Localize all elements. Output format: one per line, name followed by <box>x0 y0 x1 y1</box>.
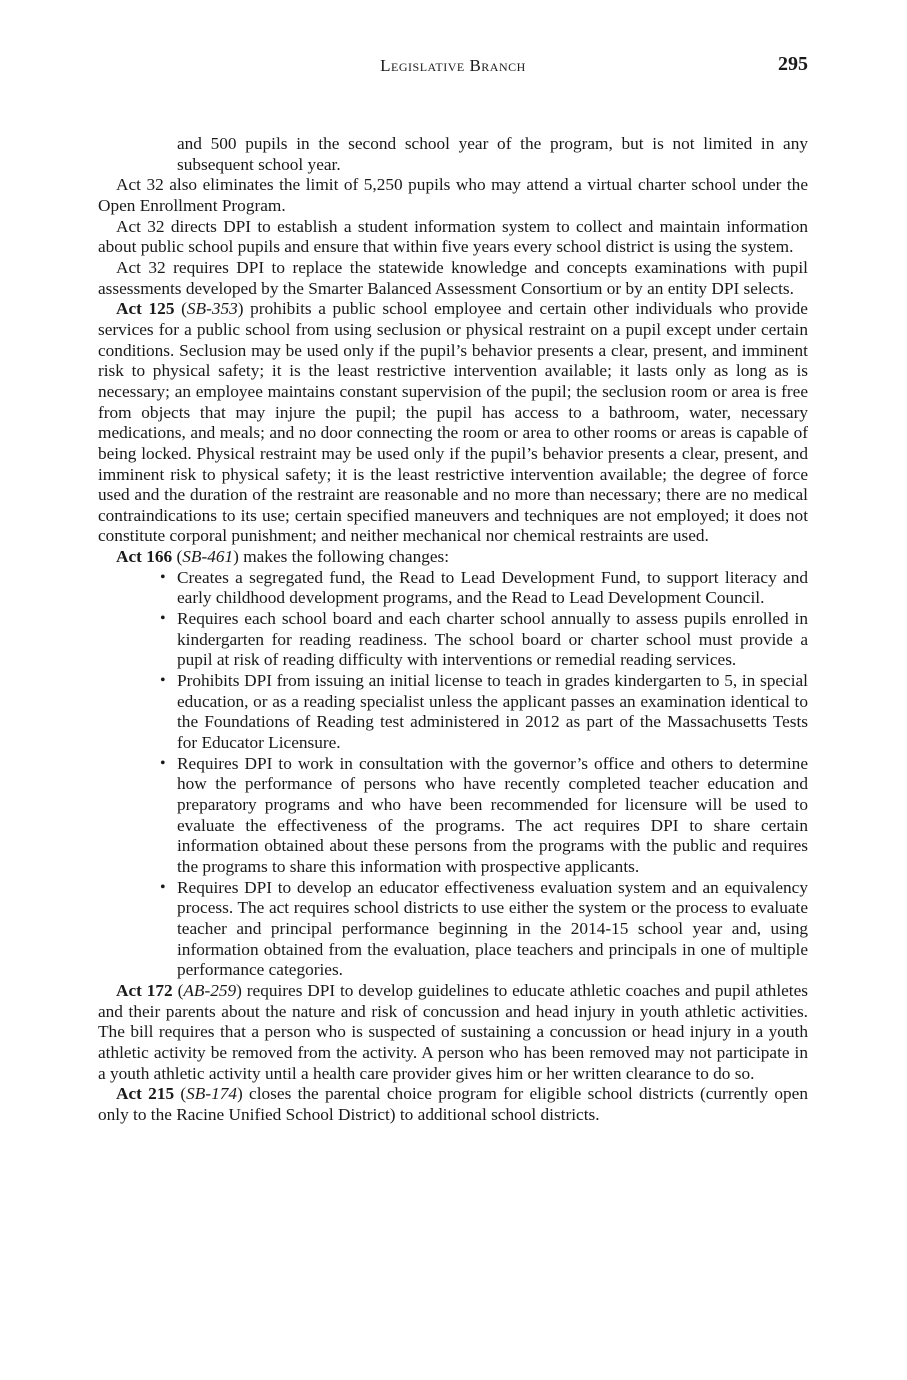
bullet-icon: • <box>160 672 166 690</box>
paragraph-act32-enrollment: Act 32 also eliminates the limit of 5,250 pupils who may attend a virtual charter school under the Open Enrollment Program. <box>98 175 808 215</box>
bullet-icon: • <box>160 878 166 896</box>
open-paren: ( <box>180 1084 187 1104</box>
page-body <box>98 134 808 1126</box>
bullet-icon: • <box>160 754 166 772</box>
list-item-text: Requires DPI to develop an educator effectiveness evaluation system and an equivalency process. The act requires school districts to use either the system or the process to evaluate teacher and principal performance beginning in the 2014-15 school year and, using information obtained from the evaluation, place teachers and principals in one of multiple performance categories. <box>177 877 808 980</box>
paragraph-act32-information-system: Act 32 directs DPI to establish a student information system to collect and maintain information about public school pupils and ensure that within five years every school district is using the system. <box>98 216 808 257</box>
bullet-icon: • <box>160 568 166 586</box>
paragraph-act166 <box>98 547 808 568</box>
open-paren: ( <box>176 547 183 567</box>
act-text: ) closes the parental choice program for eligible school districts (currently open only to the Racine Unified School District) to additional school districts. <box>98 1084 808 1124</box>
act-text: ) makes the following changes: <box>233 547 450 567</box>
continued-paragraph: and 500 pupils in the second school year of the program, but is not limited in any subsequent school year. <box>177 134 808 174</box>
paragraph-act172 <box>98 981 808 1084</box>
list-item <box>160 609 808 671</box>
bill-number: AB-259 <box>183 980 237 1000</box>
act-number: Act 125 <box>116 299 175 319</box>
bill-number: SB-174 <box>186 1084 238 1104</box>
list-item <box>160 567 808 609</box>
act-text: ) requires DPI to develop guidelines to educate athletic coaches and pupil athletes and their parents about the nature and risk of concussion and head injury in youth athletic activities. The bill requires that a person who is suspected of sustaining a concussion or head injury in a youth athletic activity be removed from the activity. A person who has been removed may not participate in a youth athletic activity until a health care provider gives him or her written clearance to do so. <box>98 980 808 1083</box>
paragraph-act32-assessments: Act 32 requires DPI to replace the statewide knowledge and concepts examinations with pupil assessments developed by the Smarter Balanced Assessment Consortium or by an entity DPI selects. <box>98 257 808 298</box>
running-head: Legislative Branch <box>380 56 526 75</box>
open-paren: ( <box>181 299 187 319</box>
act-number: Act 215 <box>116 1084 175 1104</box>
open-paren: ( <box>177 980 184 1000</box>
list-item <box>160 753 808 878</box>
page-number: 295 <box>778 53 808 75</box>
changes-list <box>98 568 808 981</box>
act-text: ) prohibits a public school employee and certain other individuals who provide services for a public school from using seclusion or physical restraint on a pupil except under certain conditions. Seclusion may be used only if the pupil’s behavior presents a clear, present, and imminent risk to physical safety; it is the least restrictive intervention available; it lasts only as long as is necessary; an employee maintains constant supervision of the pupil; the seclusion room or area is free from objects that may injure the pupil; the pupil has access to a bathroom, water, necessary medications, and meals; and no door connecting the room or area to other rooms or areas is capable of being locked. Physical restraint may be used only if the pupil’s behavior presents a clear, present, and imminent risk to physical safety; it is the least restrictive intervention available; the degree of force used and the duration of the restraint are reasonable and no more than necessary; there are no medical contraindications to its use; certain specified maneuvers and techniques are not employed; it does not constitute corporal punishment; and neither mechanical nor chemical restraints are used. <box>98 299 808 546</box>
list-item <box>160 877 808 981</box>
paragraph-act215 <box>98 1084 808 1125</box>
page-header <box>98 53 808 82</box>
list-item-text: Creates a segregated fund, the Read to Lead Development Fund, to support literacy and early childhood development programs, and the Read to Lead Development Council. <box>177 567 808 608</box>
act-number: Act 166 <box>116 547 173 567</box>
list-item-text: Prohibits DPI from issuing an initial license to teach in grades kindergarten to 5, in special education, or as a reading specialist unless the applicant passes an examination identical to the Foundations of Reading test administered in 2012 as part of the Massachusetts Tests for Educator Licensure. <box>177 671 808 753</box>
bill-number: SB-461 <box>182 547 234 567</box>
list-item-text: Requires each school board and each charter school annually to assess pupils enrolled in kindergarten for reading readiness. The school board or charter school must provide a pupil at risk of reading difficulty with interventions or remedial reading services. <box>177 609 808 670</box>
bullet-icon: • <box>160 610 166 628</box>
bill-number: SB-353 <box>186 299 238 319</box>
paragraph-act125 <box>98 299 808 547</box>
list-item <box>160 671 808 754</box>
act-number: Act 172 <box>116 980 173 1000</box>
list-item-text: Requires DPI to work in consultation with the governor’s office and others to determine how the performance of persons who have recently completed teacher education and preparatory programs and who have been recommended for licensure will be used to evaluate the effectiveness of the programs. The act requires DPI to share certain information obtained about these persons from the programs with the public and requires the programs to share this information with prospective applicants. <box>177 753 808 876</box>
